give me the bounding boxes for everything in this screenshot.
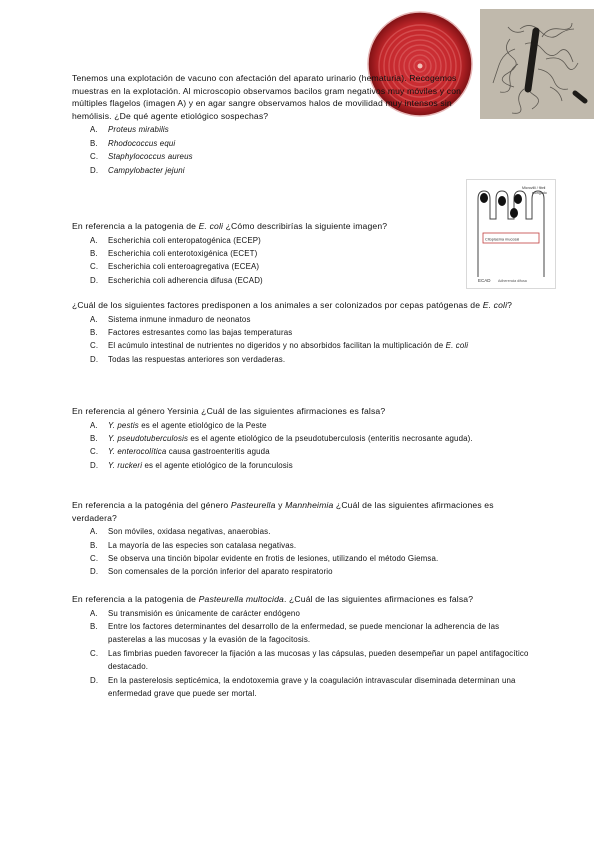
question-2-stem: En referencia a la patogenia de E. coli ¿Cómo describirías la siguiente imagen? (72, 221, 388, 231)
option-a[interactable]: A. Sistema inmune inmaduro de neonatos (90, 314, 251, 324)
option-b[interactable]: B. Factores estresantes como las bajas temperaturas (90, 328, 293, 337)
option-a[interactable]: A. Escherichia coli enteropatogénica (ECEP) (90, 235, 261, 245)
option-c[interactable]: C. Las fimbrias pueden favorecer la fijación a las mucosas y las cápsulas, pueden desempeñar un papel antifagocítico destacado. (90, 648, 529, 672)
question-6-stem: En referencia a la patogenia de Pasteurella multocida. ¿Cuál de las siguientes afirmaciones es falsa? (72, 594, 474, 604)
option-a[interactable]: A. Son móviles, oxidasa negativas, anaerobias. (90, 527, 271, 537)
option-c[interactable]: C. Y. enterocolítica causa gastroenteritis aguda (90, 447, 270, 457)
question-2 (72, 220, 462, 287)
option-b[interactable]: B. Escherichia coli enterotoxigénica (ECET) (90, 249, 258, 258)
option-b[interactable]: B. Y. pseudotuberculosis es el agente etiológico de la pseudotuberculosis (enteritis necrosante aguda). (90, 434, 473, 443)
question-3-stem: ¿Cuál de los siguientes factores predisponen a los animales a ser colonizados por cepas patógenas de E. coli? (72, 300, 513, 310)
question-1-options (72, 123, 467, 177)
question-6-options (72, 607, 532, 701)
option-d[interactable]: D. Todas las respuestas anteriores son verdaderas. (90, 354, 286, 364)
diagram-top-label-2: elongado (532, 191, 547, 195)
option-c[interactable]: C. Se observa una tinción bipolar evidente en frotis de lesiones, utilizando el método Giemsa. (90, 554, 439, 563)
diagram-bottom-label-2: Adherencia difusa (498, 279, 527, 283)
question-5-options (72, 525, 532, 579)
option-b[interactable]: B. La mayoría de las especies son catalasa negativas. (90, 540, 297, 550)
question-4 (72, 405, 532, 472)
option-c[interactable]: C. Staphylococcus aureus (90, 152, 193, 162)
option-d[interactable]: D. En la pasterelosis septicémica, la endotoxemia grave y la coagulación intravascular diseminada determinan una enfermedad grave que puede ser mortal. (90, 675, 516, 699)
flagellated-bacteria-micrograph (480, 9, 594, 119)
option-a[interactable]: A. Su transmisión es únicamente de carácter endógeno (90, 608, 301, 618)
question-1 (72, 72, 467, 177)
option-a[interactable]: A. Y. pestis es el agente etiológico de la Peste (90, 420, 267, 430)
question-2-options (72, 234, 462, 288)
diagram-bottom-label: ECAD (478, 278, 491, 283)
option-a[interactable]: A. Proteus mirabilis (90, 125, 169, 135)
question-5 (72, 499, 532, 579)
diagram-box-label: Citoplasma mucosal (485, 237, 520, 242)
option-d[interactable]: D. Escherichia coli adherencia difusa (ECAD) (90, 275, 263, 285)
option-d[interactable]: D. Son comensales de la porción inferior del aparato respiratorio (90, 567, 333, 577)
option-b[interactable]: B. Entre los factores determinantes del desarrollo de la enfermedad, se puede mencionar la adherencia de las pasterelas a las mucosas y la evasión de la fagocitosis. (90, 622, 500, 645)
option-c[interactable]: C. Escherichia coli enteroagregativa (ECEA) (90, 262, 260, 272)
question-4-options (72, 419, 532, 473)
option-b[interactable]: B. Rhodococcus equi (90, 138, 176, 148)
diagram-top-label: Microvilli / fibril (522, 186, 546, 190)
question-1-stem: Tenemos una explotación de vacuno con afectación del aparato urinario (hematuria). Recogemos muestras en la explotación. Al microscopio observamos bacilos gram negativos muy móviles y con múltiples flagelos (imagen A) y en agar sangre observamos halos de movilidad muy intensos sin hemólisis. ¿De qué agente etiológico sospechas? (72, 73, 462, 121)
option-d[interactable]: D. Campylobacter jejuni (90, 165, 185, 175)
option-d[interactable]: D. Y. ruckeri es el agente etiológico de la forunculosis (90, 460, 293, 470)
question-3 (72, 299, 532, 366)
question-6 (72, 593, 532, 700)
question-5-stem: En referencia a la patogénia del género Pasteurella y Mannheimia ¿Cuál de las siguientes afirmaciones es verdadera? (72, 500, 494, 523)
ecad-adherence-diagram (466, 179, 556, 289)
question-3-options (72, 313, 532, 367)
question-4-stem: En referencia al género Yersinia ¿Cuál de las siguientes afirmaciones es falsa? (72, 406, 386, 416)
option-c[interactable]: C. El acúmulo intestinal de nutrientes no digeridos y no absorbidos facilitan la multiplicación de E. coli (90, 341, 469, 351)
